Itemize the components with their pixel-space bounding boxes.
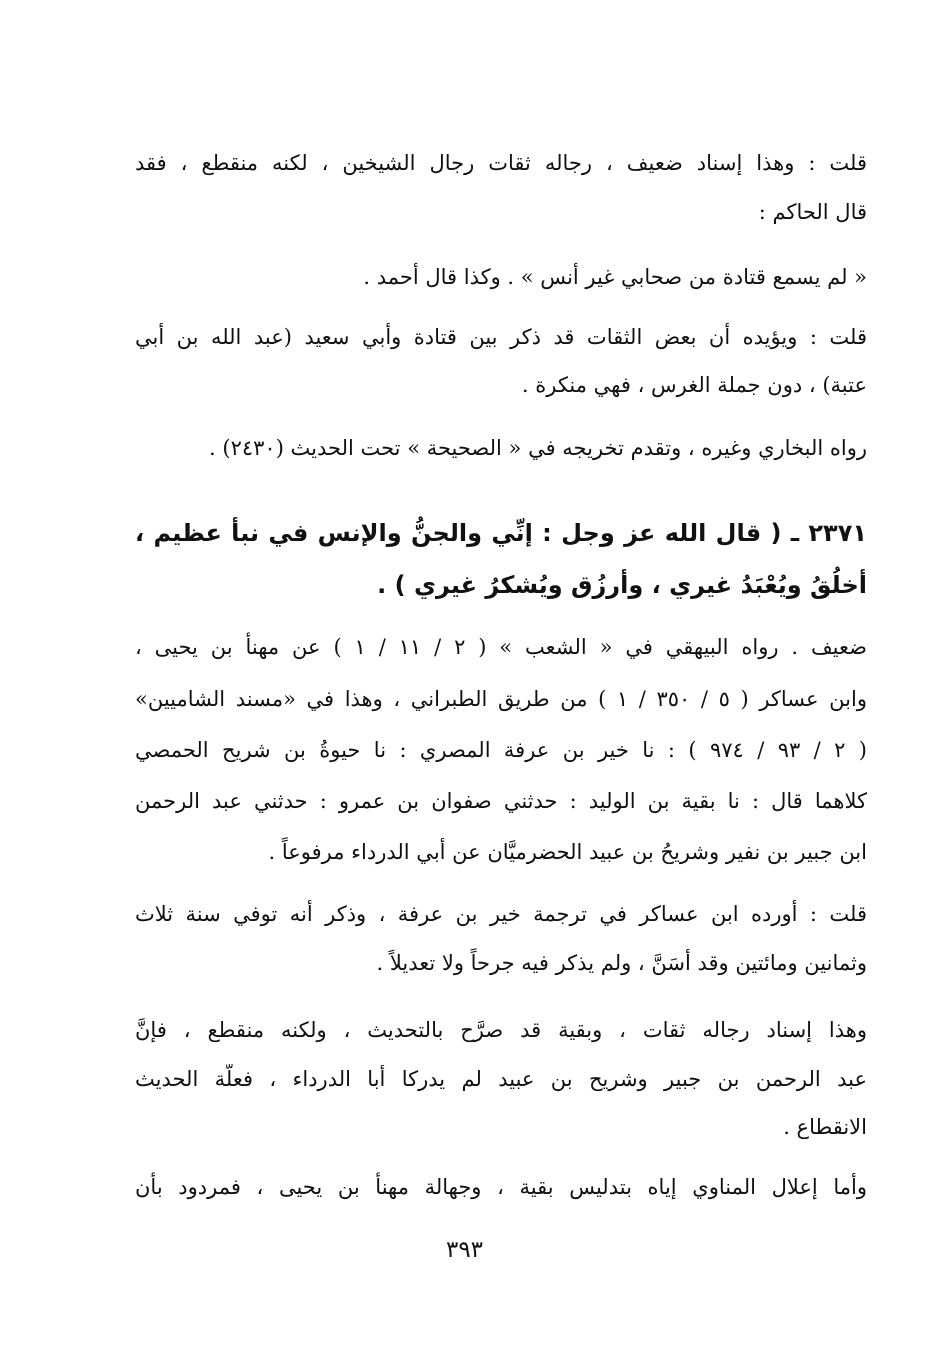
hadith-text: أخلُقُ ويُعْبَدُ غيري ، وأرزُق ويُشكرُ غيري ) . <box>377 571 867 599</box>
page-number: ٣٩٣ <box>445 1237 484 1263</box>
text-line: قلت : ويؤيده أن بعض الثقات قد ذكر بين قتادة وأبي سعيد (عبد الله بن أبي <box>135 325 867 349</box>
text-line: قلت : وهذا إسناد ضعيف ، رجاله ثقات رجال الشيخين ، لكنه منقطع ، فقد <box>135 151 867 175</box>
text-line: « لم يسمع قتادة من صحابي غير أنس » . وكذا قال أحمد . <box>363 265 867 289</box>
hadith-text: ٢٣٧١ ـ ( قال الله عز وجل : إنِّي والجنُّ والإنس في نبأ عظيم ، <box>135 519 867 547</box>
text-line: وأما إعلال المناوي إياه بتدليس بقية ، وجهالة مهنأ بن يحيى ، فمردود بأن <box>135 1175 867 1199</box>
text-line: ( ٢ / ٩٣ / ٩٧٤ ) : نا خير بن عرفة المصري : نا حيوةُ بن شريح الحمصي <box>135 738 867 762</box>
text-line: عبد الرحمن بن جبير وشريح بن عبيد لم يدركا أبا الدرداء ، فعلَّة الحديث <box>135 1067 867 1091</box>
text-line: رواه البخاري وغيره ، وتقدم تخريجه في « الصحيحة » تحت الحديث (٢٤٣٠) . <box>209 436 867 460</box>
text-line: عتبة) ، دون جملة الغرس ، فهي منكرة . <box>521 373 867 397</box>
text-line: كلاهما قال : نا بقية بن الوليد : حدثني صفوان بن عمرو : حدثني عبد الرحمن <box>135 789 867 813</box>
text-line: ضعيف . رواه البيهقي في « الشعب » ( ٢ / ١١ / ١ ) عن مهنأ بن يحيى ، <box>135 635 867 659</box>
text-line: الانقطاع . <box>783 1115 867 1139</box>
text-line: قلت : أورده ابن عساكر في ترجمة خير بن عرفة ، وذكر أنه توفي سنة ثلاث <box>135 902 867 926</box>
text-line: وابن عساكر ( ٥ / ٣٥٠ / ١ ) من طريق الطبراني ، وهذا في «مسند الشاميين» <box>135 687 867 711</box>
text-line: قال الحاكم : <box>758 200 867 224</box>
text-line: ابن جبير بن نفير وشريحُ بن عبيد الحضرميَّان عن أبي الدرداء مرفوعاً . <box>268 840 867 864</box>
text-line: وثمانين ومائتين وقد أسَنَّ ، ولم يذكر فيه جرحاً ولا تعديلاً . <box>376 951 867 975</box>
text-line: وهذا إسناد رجاله ثقات ، وبقية قد صرَّح بالتحديث ، ولكنه منقطع ، فإنَّ <box>135 1018 867 1042</box>
